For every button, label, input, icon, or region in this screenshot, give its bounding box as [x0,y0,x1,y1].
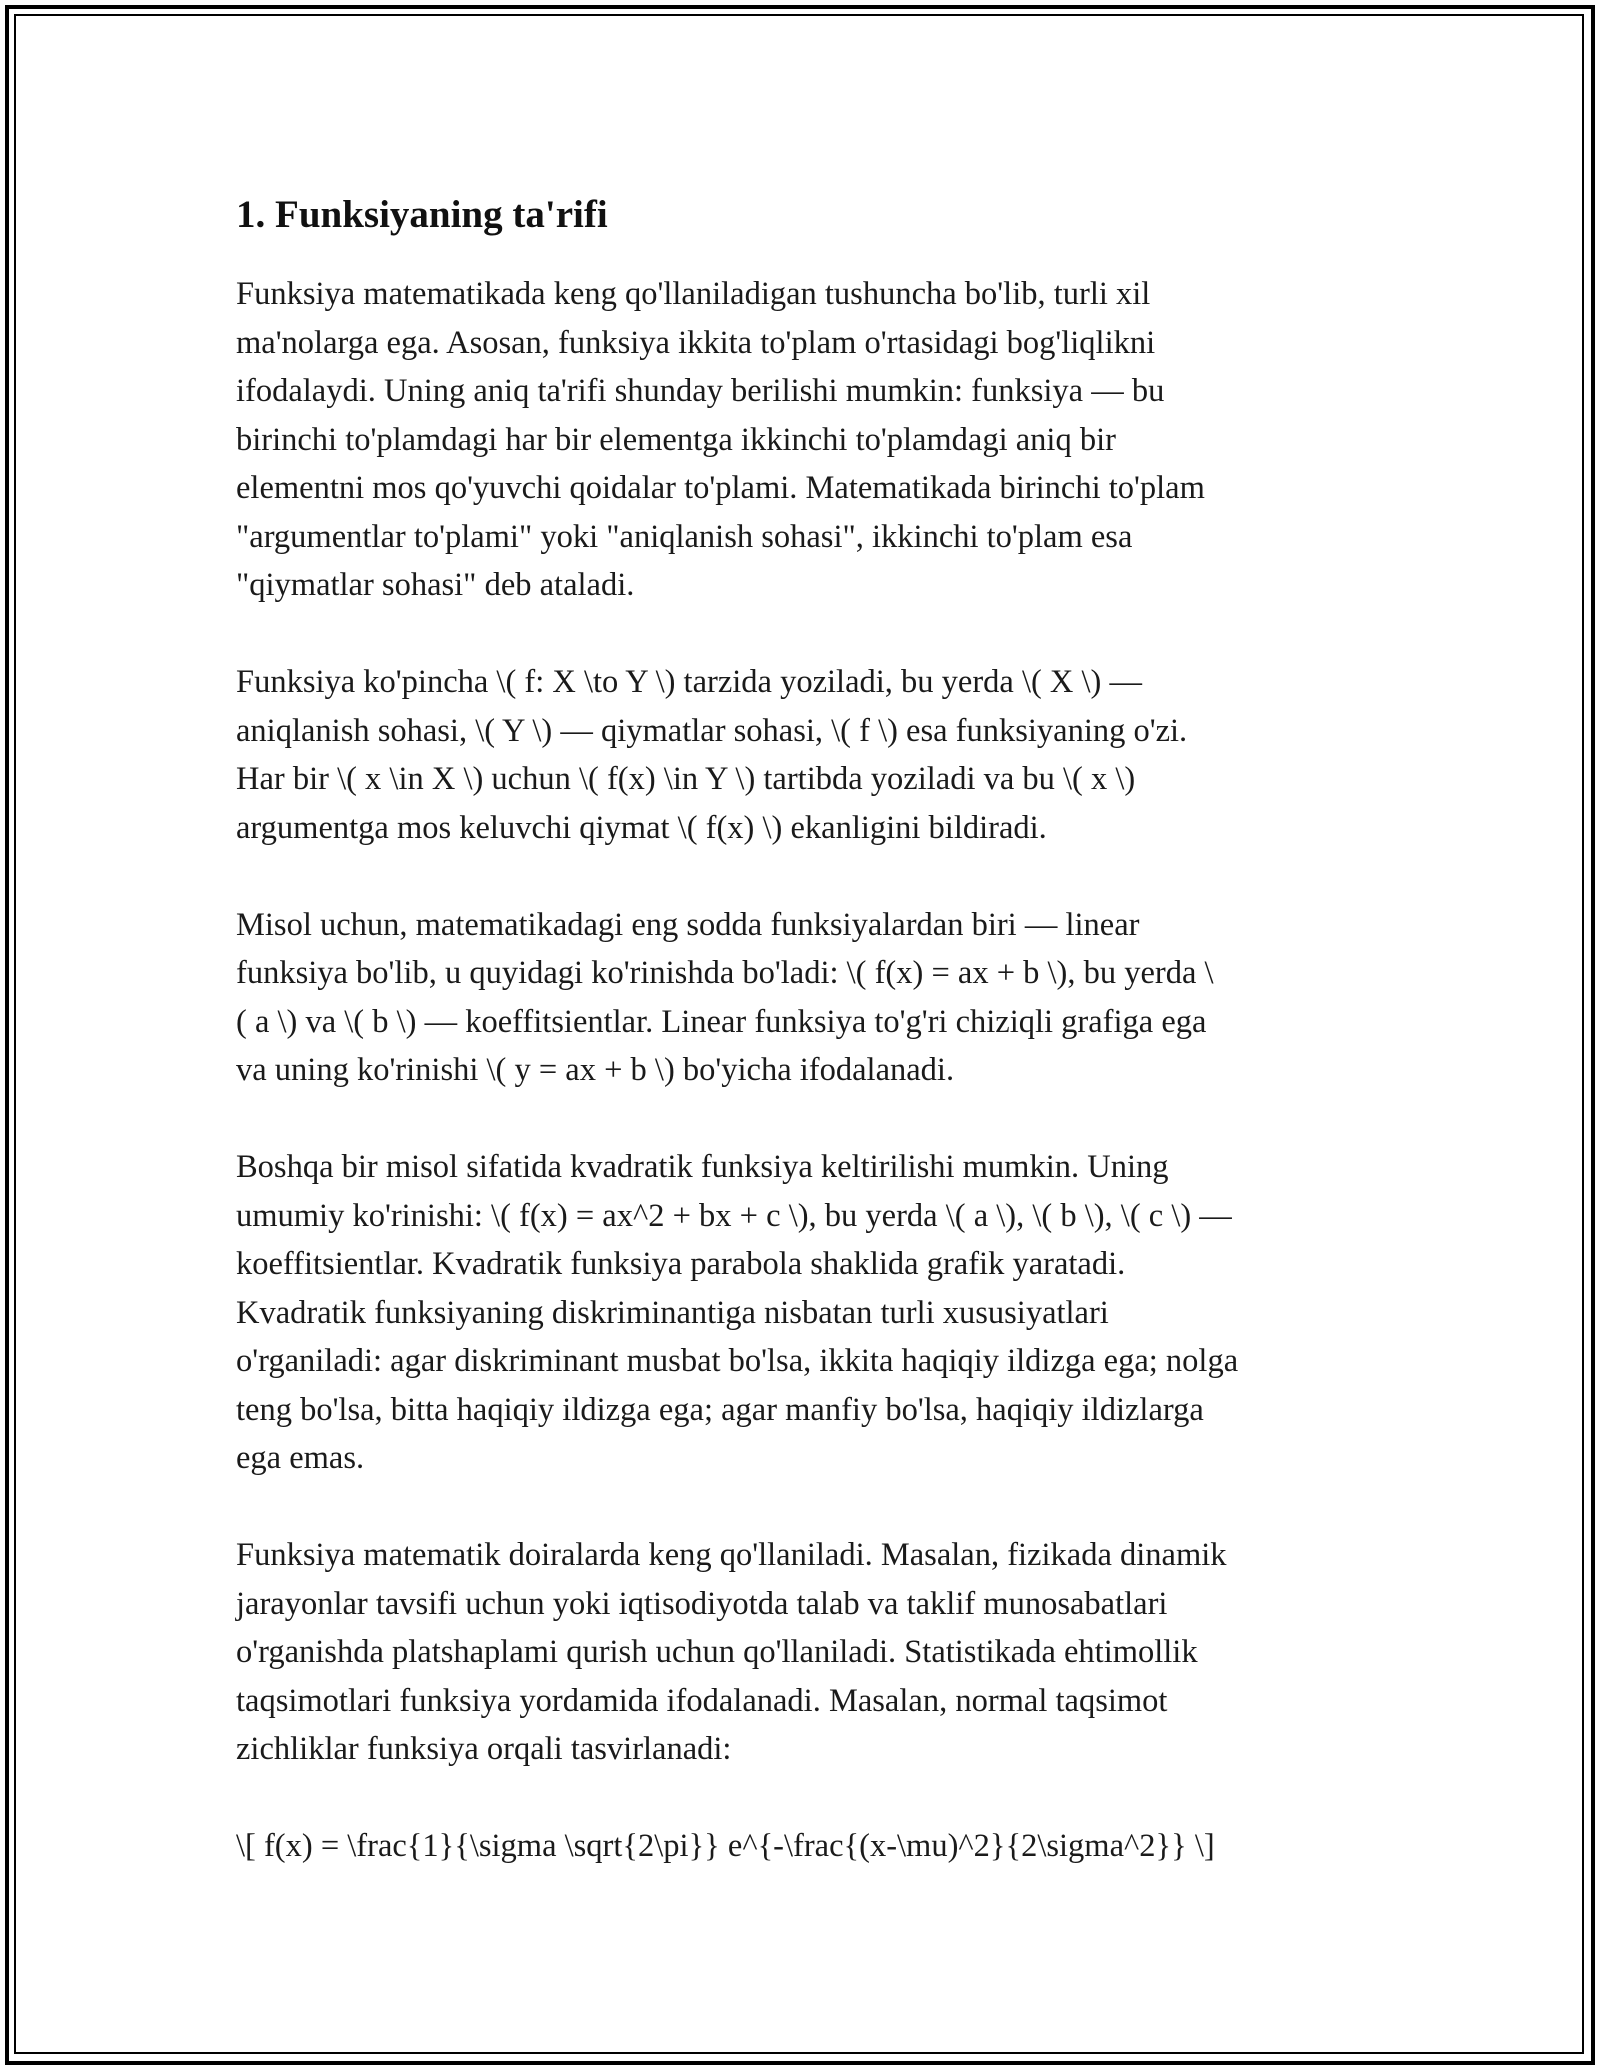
text-line: koeffitsientlar. Kvadratik funksiya parabola shaklida grafik yaratadi. [236,1246,1126,1282]
text-line: taqsimotlari funksiya yordamida ifodalanadi. Masalan, normal taqsimot [236,1682,1168,1719]
text-line: funksiya bo'lib, u quyidagi ko'rinishda bo'ladi: \( f(x) = ax + b \), bu yerda \ [236,955,1214,991]
text-line: Kvadratik funksiyaning diskriminantiga nisbatan turli xususiyatlari [236,1294,1109,1331]
text-line: aniqlanish sohasi, \( Y \) — qiymatlar sohasi, \( f \) esa funksiyaning o'zi. [236,712,1188,749]
paragraph-applications [236,1531,1376,1774]
paragraph-quadratic-function [236,1143,1376,1483]
text-line: ma'nolarga ega. Asosan, funksiya ikkita to'plam o'rtasidagi bog'liqlikni [236,324,1156,361]
text-line: "qiymatlar sohasi" deb ataladi. [236,567,635,603]
text-line: va uning ko'rinishi \( y = ax + b \) bo'yicha ifodalanadi. [236,1052,955,1088]
text-line: ( a \) va \( b \) — koeffitsientlar. Linear funksiya to'g'ri chiziqli grafiga ega [236,1003,1207,1040]
text-line: Funksiya ko'pincha \( f: X \to Y \) tarzida yoziladi, bu yerda \( X \) — [236,664,1143,700]
text-line: umumiy ko'rinishi: \( f(x) = ax^2 + bx + c \), bu yerda \( a \), \( b \), \( c \) — [236,1197,1232,1234]
document-body [236,184,1376,1871]
text-line: Funksiya matematik doiralarda keng qo'llaniladi. Masalan, fizikada dinamik [236,1537,1227,1573]
text-line: o'rganishda platshaplami qurish uchun qo'llaniladi. Statistikada ehtimollik [236,1634,1198,1670]
text-line: birinchi to'plamdagi har bir elementga ikkinchi to'plamdagi aniq bir [236,421,1116,458]
text-line: o'rganiladi: agar diskriminant musbat bo'lsa, ikkita haqiqiy ildizga ega; nolga [236,1343,1239,1379]
section-heading: 1. Funksiyaning ta'rifi [236,193,608,236]
normal-distribution-formula: \[ f(x) = \frac{1}{\sigma \sqrt{2\pi}} e^{-\frac{(x-\mu)^2}{2\sigma^2}} \] [236,1828,1215,1864]
text-line: Funksiya matematikada keng qo'llaniladigan tushuncha bo'lib, turli xil [236,276,1151,312]
text-line: teng bo'lsa, bitta haqiqiy ildizga ega; agar manfiy bo'lsa, haqiqiy ildizlarga [236,1391,1204,1428]
text-line: "argumentlar to'plami" yoki "aniqlanish sohasi", ikkinchi to'plam esa [236,518,1133,555]
text-line: Boshqa bir misol sifatida kvadratik funksiya keltirilishi mumkin. Uning [236,1149,1169,1185]
text-line: zichliklar funksiya orqali tasvirlanadi: [236,1731,732,1767]
text-line: ega emas. [236,1440,365,1476]
text-line: elementni mos qo'yuvchi qoidalar to'plami. Matematikada birinchi to'plam [236,470,1205,506]
text-line: ifodalaydi. Uning aniq ta'rifi shunday berilishi mumkin: funksiya — bu [236,373,1165,409]
text-line: Har bir \( x \in X \) uchun \( f(x) \in Y \) tartibda yoziladi va bu \( x \) [236,761,1136,797]
paragraph-notation [236,658,1376,852]
paragraph-definition [236,270,1376,610]
text-line: jarayonlar tavsifi uchun yoki iqtisodiyotda talab va taklif munosabatlari [236,1585,1168,1622]
text-line: Misol uchun, matematikadagi eng sodda funksiyalardan biri — linear [236,906,1140,943]
text-line: argumentga mos keluvchi qiymat \( f(x) \) ekanligini bildiradi. [236,809,1047,846]
paragraph-linear-function [236,901,1376,1095]
